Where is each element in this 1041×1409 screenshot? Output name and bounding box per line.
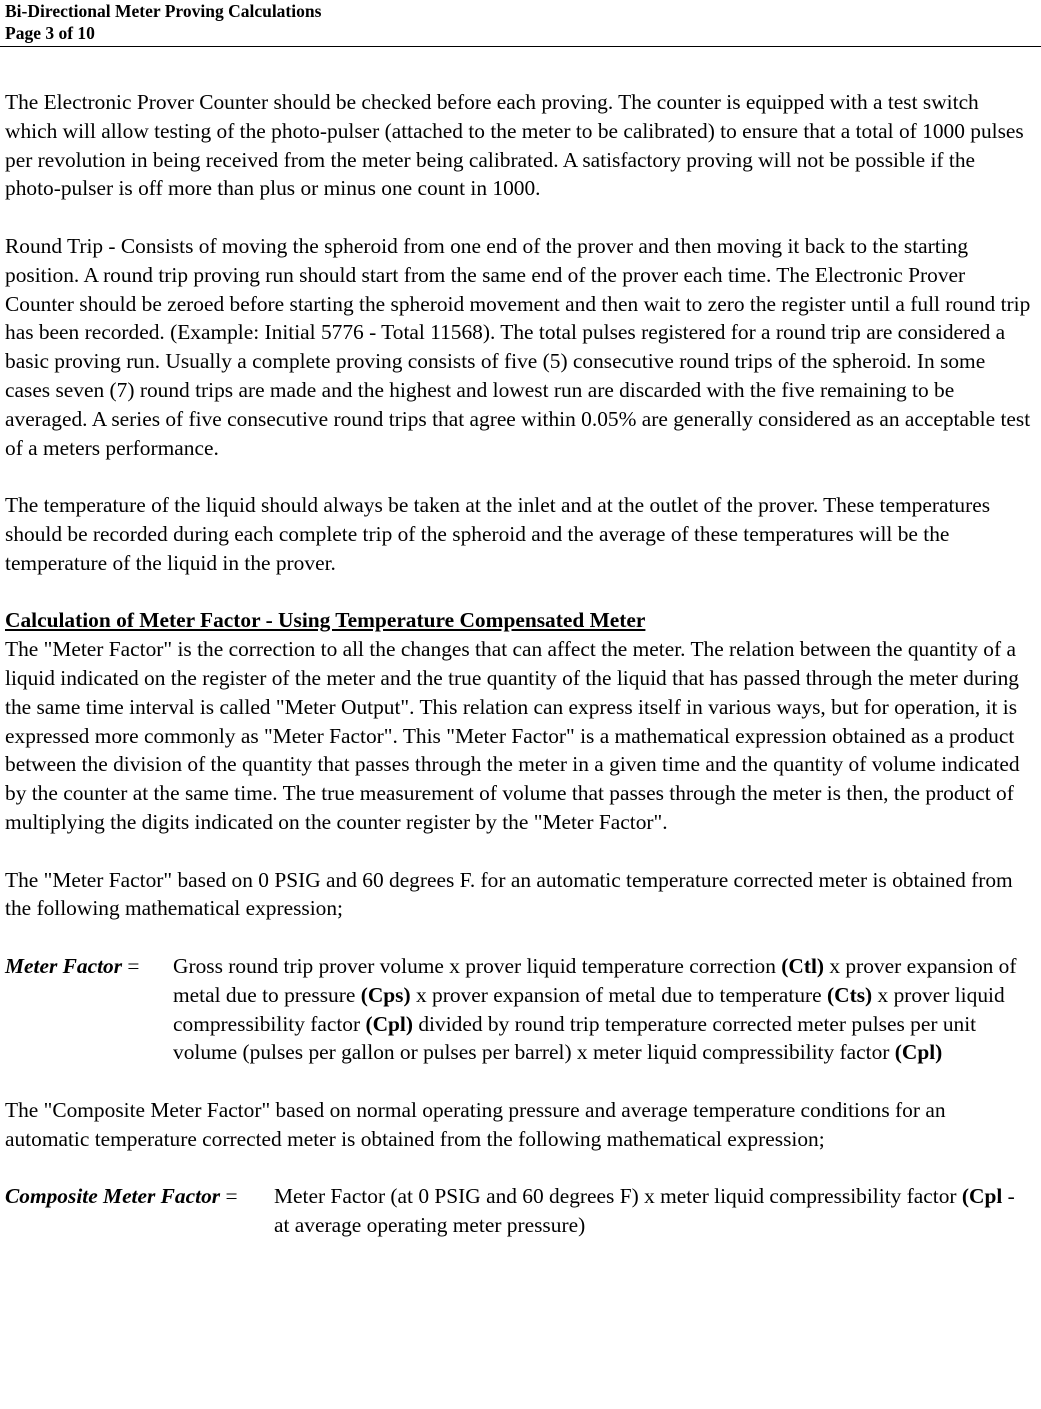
cpl-term: (Cpl) <box>365 1011 414 1036</box>
cpl-term: (Cpl <box>961 1184 1003 1209</box>
ctl-term: (Ctl) <box>781 953 825 978</box>
expression-text: x prover expansion of metal due to pressure <box>173 953 1017 1007</box>
cts-term: (Cts) <box>827 982 873 1007</box>
paragraph-meter-factor-definition: The "Meter Factor" is the correction to all the changes that can affect the meter. The relation between the quantity of a liquid indicated on the register of the meter and the true quantity of the liquid that has passed through the meter during the same time interval is called "Meter Output". This relation can express itself in various ways, but for operation, it is expressed more commonly as "Meter Factor". This "Meter Factor" is a mathematical expression obtained as a product between the division of the quantity that passes through the meter in a given time and the quantity of volume indicated by the counter at the same time. The true measurement of volume that passes through the meter is then, the product of multiplying the digits indicated on the counter register by the "Meter Factor". <box>5 637 1020 834</box>
composite-equals: = <box>220 1184 243 1209</box>
paragraph-prover-counter: The Electronic Prover Counter should be checked before each proving. The counter is equipped with a test switch which will allow testing of the photo-pulser (attached to the meter to be calibrated) to ensure that a total of 1000 pulses per revolution in being received from the meter being calibrated. A satisfactory proving will not be possible if the photo-pulser is off more than plus or minus one count in 1000. <box>5 90 1024 201</box>
cps-term: (Cps) <box>360 982 411 1007</box>
paragraph-composite-intro: The "Composite Meter Factor" based on normal operating pressure and average temperature conditions for an automatic temperature corrected meter is obtained from the following mathematical expression; <box>5 1097 946 1151</box>
expression-text: - at average operating meter pressure) <box>274 1184 1015 1238</box>
expression-text: x prover liquid compressibility factor <box>173 982 1005 1036</box>
meter-factor-label-col <box>5 952 173 1067</box>
paragraph-temperature: The temperature of the liquid should always be taken at the inlet and at the outlet of the prover. These temperatures should be recorded during each complete trip of the spheroid and the average of these temperatures will be the temperature of the liquid in the prover. <box>5 493 991 575</box>
composite-meter-factor-label: Composite Meter Factor <box>5 1184 221 1209</box>
header-divider <box>0 46 1041 47</box>
paragraph-meter-factor-intro: The "Meter Factor" based on 0 PSIG and 60 degrees F. for an automatic temperature corrected meter is obtained from the following mathematical expression; <box>5 867 1013 921</box>
document-body <box>5 88 1035 1269</box>
meter-factor-label: Meter Factor <box>5 953 123 978</box>
expression-text: Gross round trip prover volume x prover liquid temperature correction <box>173 953 782 978</box>
composite-meter-factor-expression <box>274 1182 1035 1240</box>
section-heading: Calculation of Meter Factor - Using Temperature Compensated Meter <box>5 608 646 633</box>
document-title: Bi-Directional Meter Proving Calculations <box>5 1 322 21</box>
meter-factor-equals: = <box>122 953 151 978</box>
expression-text: Meter Factor (at 0 PSIG and 60 degrees F) x meter liquid compressibility factor <box>274 1184 962 1209</box>
meter-factor-expression <box>173 952 1035 1067</box>
composite-meter-factor-formula <box>5 1182 1035 1240</box>
expression-text: divided by round trip temperature corrected meter pulses per unit volume (pulses per gallon or pulses per barrel) x meter liquid compressibility factor <box>173 1011 977 1065</box>
expression-text: x prover expansion of metal due to temperature <box>410 982 828 1007</box>
composite-label-col <box>5 1182 274 1240</box>
page-header <box>5 0 1041 44</box>
cpl-term: (Cpl) <box>894 1040 943 1065</box>
page-number: Page 3 of 10 <box>5 23 95 43</box>
meter-factor-formula <box>5 952 1035 1067</box>
paragraph-round-trip: Round Trip - Consists of moving the spheroid from one end of the prover and then moving it back to the starting position. A round trip proving run should start from the same end of the prover each time. The Electronic Prover Counter should be zeroed before starting the spheroid movement and then wait to zero the register until a full round trip has been recorded. (Example: Initial 5776 - Total 11568). The total pulses registered for a round trip are considered a basic proving run. Usually a complete proving consists of five (5) consecutive round trips of the spheroid. In some cases seven (7) round trips are made and the highest and lowest run are discarded with the five remaining to be averaged. A series of five consecutive round trips that agree within 0.05% are generally considered as an acceptable test of a meters performance. <box>5 233 1031 460</box>
